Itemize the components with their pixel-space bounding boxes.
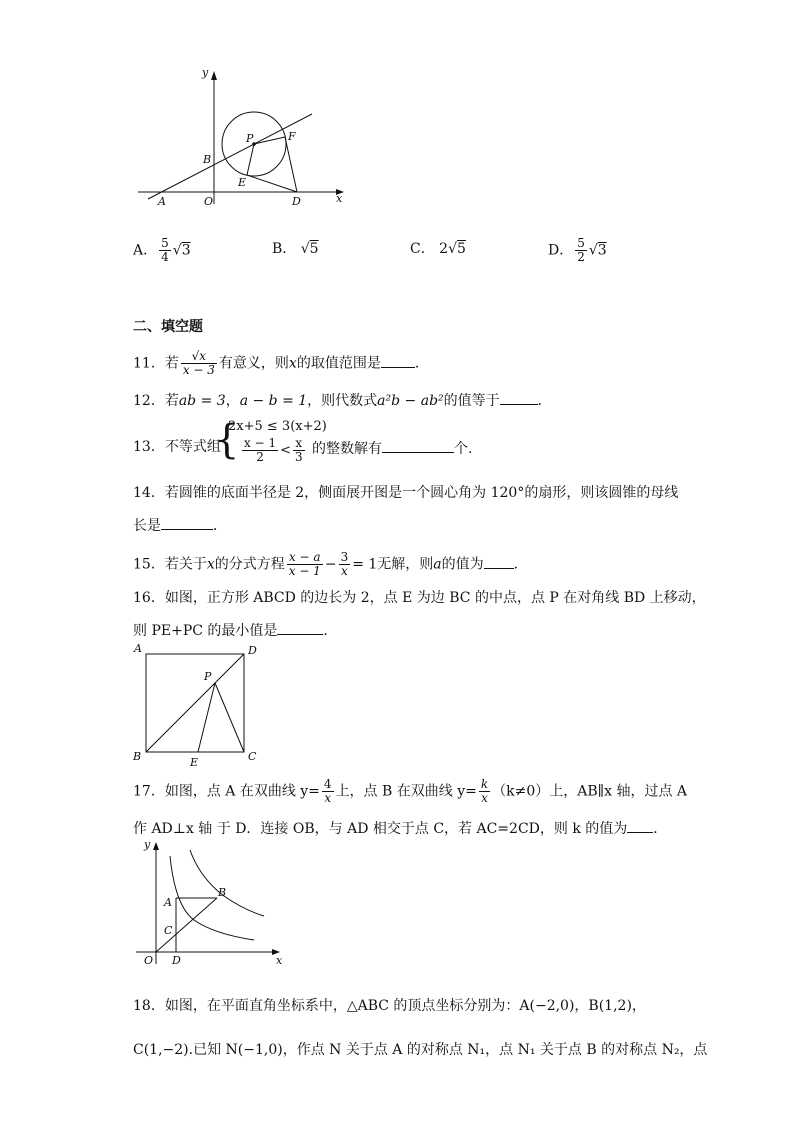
label-B: B: [218, 886, 227, 899]
label-F: F: [288, 130, 296, 143]
figure-square: [130, 640, 270, 770]
segment-PE: [198, 683, 215, 752]
y-axis-arrow: [211, 71, 217, 80]
question-12: 12．若ab = 3，a − b = 1，则代数式a²b − ab²的值等于 ．: [133, 390, 552, 410]
inequality-2: $\frac{x - 1}{2}$ < $\frac{x}{3}$: [244, 436, 303, 464]
segment-PE: [247, 144, 254, 175]
answer-blank-13[interactable]: [382, 438, 454, 453]
question-13-prefix: 13．不等式组: [133, 439, 221, 455]
label-O: O: [204, 195, 214, 208]
option-a[interactable]: A． $\frac{5}{4}$ √3: [133, 236, 191, 264]
label-y: y: [144, 838, 151, 851]
label-E: E: [238, 176, 247, 189]
segment-FD: [285, 137, 297, 192]
label-D: D: [248, 644, 257, 657]
question-17-line1: 17．如图，点 A 在双曲线 y= $\frac{4}{x}$ 上，点 B 在双曲线 y= $\frac{k}{x}$ （k≠0）上，AB∥x 轴，过点 A: [133, 777, 688, 805]
label-O: O: [144, 954, 154, 967]
question-14-line2: 长是 ．: [133, 515, 227, 535]
answer-blank-11[interactable]: [381, 353, 415, 368]
label-D: D: [292, 195, 301, 208]
hyperbola-outer: [190, 850, 264, 916]
figure-hyperbola: [130, 836, 290, 972]
section-title: 二、填空题: [133, 319, 203, 335]
label-x: x: [336, 192, 343, 205]
label-y: y: [202, 66, 209, 79]
line-AF: [148, 114, 312, 199]
label-B: B: [133, 750, 142, 763]
y-axis-arrow: [153, 842, 159, 850]
segment-PC: [215, 683, 244, 752]
question-14-line1: 14．若圆锥的底面半径是 2，侧面展开图是一个圆心角为 120°的扇形，则该圆锥的母线: [133, 485, 679, 501]
figure-circle-tangent: [130, 62, 360, 212]
question-16-line1: 16．如图，正方形 ABCD 的边长为 2，点 E 为边 BC 的中点，点 P 在对角线 BD 上移动，: [133, 590, 706, 606]
label-B: B: [203, 153, 212, 166]
label-C: C: [248, 750, 257, 763]
answer-blank-15[interactable]: [484, 554, 514, 569]
label-x: x: [276, 954, 283, 967]
segment-ED: [247, 175, 297, 192]
question-15: 15．若关于x的分式方程 $\frac{x - a}{x - 1}$ − $\frac{3}{x}$ = 1无解，则a的值为 ．: [133, 550, 528, 578]
label-D: D: [172, 954, 181, 967]
answer-blank-12[interactable]: [500, 390, 538, 405]
label-A: A: [158, 195, 166, 208]
question-18-line2: C(1,−2).已知 N(−1,0)，作点 N 关于点 A 的对称点 N₁，点 N₁ 关于点 B 的对称点 N₂，点: [133, 1042, 708, 1058]
answer-blank-17[interactable]: [627, 818, 653, 833]
label-E: E: [190, 756, 199, 769]
question-16-line2: 则 PE+PC 的最小值是 ．: [133, 620, 337, 640]
label-P: P: [246, 132, 254, 145]
label-P: P: [204, 670, 212, 683]
option-c[interactable]: C． 2√5: [410, 241, 466, 257]
label-A: A: [164, 896, 172, 909]
question-17-line2: 作 AD⊥x 轴 于 D．连接 OB，与 AD 相交于点 C，若 AC=2CD，则 k 的值为 ．: [133, 818, 667, 838]
segment-PF: [254, 137, 285, 144]
answer-blank-14[interactable]: [161, 515, 213, 530]
question-18-line1: 18．如图，在平面直角坐标系中，△ABC 的顶点坐标分别为：A(−2,0)，B(1,2)，: [133, 998, 646, 1014]
label-A: A: [134, 642, 142, 655]
question-13-suffix: 的整数解有 个.: [312, 438, 472, 458]
answer-blank-16[interactable]: [277, 620, 323, 635]
label-C: C: [164, 924, 173, 937]
question-11: 11．若 $\frac{√x}{x - 3}$ 有意义，则x的取值范围是 ．: [133, 349, 429, 377]
inequality-1: 2x+5 ≤ 3(x+2): [228, 419, 327, 434]
option-d[interactable]: D． $\frac{5}{2}$ √3: [548, 236, 607, 264]
diagonal-BD: [146, 654, 244, 752]
system-brace: {: [214, 417, 240, 463]
option-b[interactable]: B． √5: [272, 241, 319, 257]
